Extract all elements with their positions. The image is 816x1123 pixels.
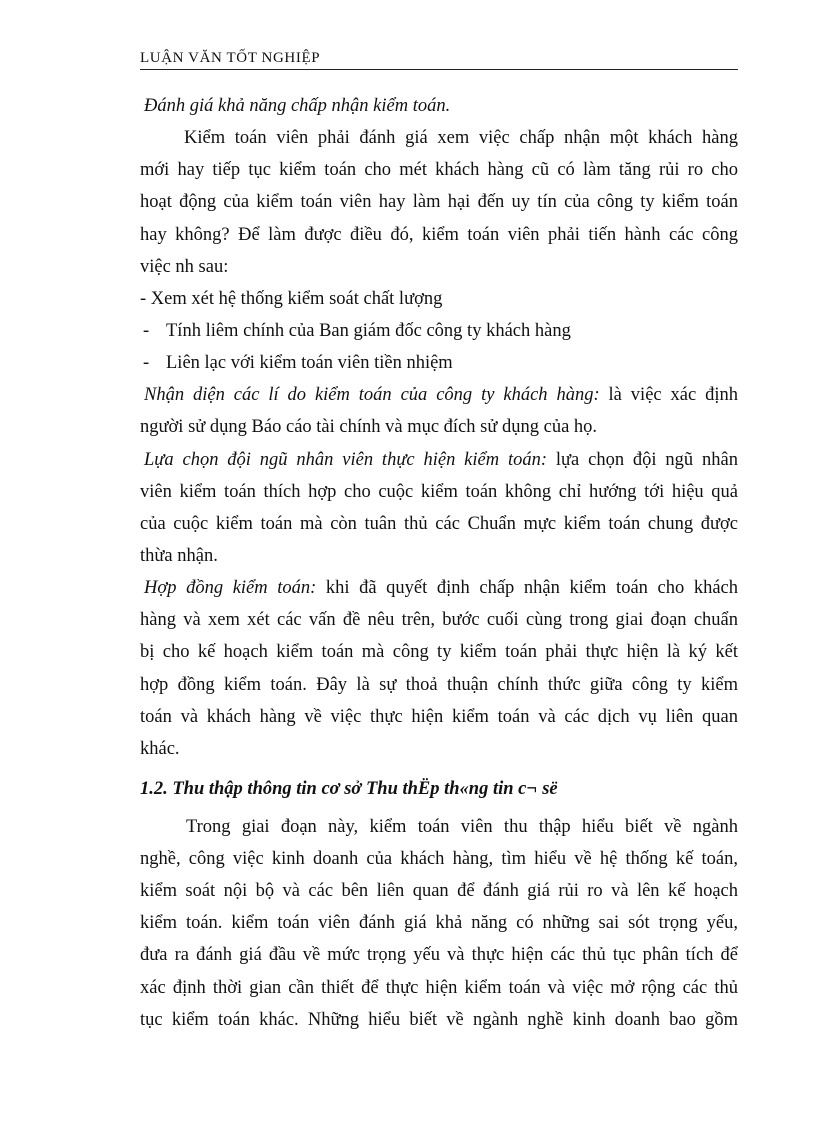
section-heading: 1.2. Thu thập thông tin cơ sở Thu thËp th«ng tin c¬ së [140, 779, 558, 799]
text-line [144, 449, 738, 471]
text-line: hoạt động của kiểm toán viên hay làm hại đến uy tín của công ty kiểm toán [140, 192, 738, 212]
text-line: tục kiểm toán khác. Những hiểu biết về ngành nghề kinh doanh bao gồm [140, 1010, 738, 1030]
text-line: khác. [140, 739, 180, 759]
text-line: hợp đồng kiểm toán. Đây là sự thoả thuận chính thức giữa công ty kiểm [140, 675, 738, 695]
text-line: hàng và xem xét các vấn đề nêu trên, bước cuối cùng trong giai đoạn chuẩn [140, 610, 738, 630]
text-line: Trong giai đoạn này, kiểm toán viên thu thập hiểu biết về ngành [186, 817, 738, 837]
text-line: của cuộc kiểm toán mà còn tuân thủ các Chuẩn mực kiểm toán chung được [140, 514, 738, 534]
text-line: hay không? Để làm được điều đó, kiểm toán viên phải tiến hành các công [140, 225, 738, 245]
term-text: lựa chọn đội ngũ nhân [547, 450, 738, 470]
list-item: Liên lạc với kiểm toán viên tiền nhiệm [166, 353, 453, 373]
list-item: Tính liêm chính của Ban giám đốc công ty khách hàng [166, 321, 571, 341]
text-line: nghề, công việc kinh doanh của khách hàng, tìm hiểu về hệ thống kế toán, [140, 849, 738, 869]
text-line: viên kiểm toán thích hợp cho cuộc kiểm toán không chỉ hướng tới hiệu quả [140, 482, 738, 502]
text-line: xác định thời gian cần thiết để thực hiện kiểm toán và việc mở rộng các thủ [140, 978, 738, 998]
text-line: Đánh giá khả năng chấp nhận kiểm toán. [144, 96, 451, 116]
text-line: việc nh sau: [140, 257, 229, 277]
term-label: Lựa chọn đội ngũ nhân viên thực hiện kiểm toán: [144, 450, 548, 470]
list-bullet: - [143, 321, 150, 341]
term-text: là việc xác định [599, 385, 739, 405]
text-line: thừa nhận. [140, 546, 218, 566]
text-line: đưa ra đánh giá đầu về mức trọng yếu và thực hiện các thủ tục phân tích để [140, 945, 738, 965]
list-bullet: - [143, 353, 150, 373]
term-label: Nhận diện các lí do kiểm toán của công ty khách hàng: [144, 385, 600, 405]
term-text: khi đã quyết định chấp nhận kiểm toán cho khách [316, 578, 738, 598]
text-line: người sử dụng Báo cáo tài chính và mục đích sử dụng của họ. [140, 417, 598, 437]
text-line: kiểm soát nội bộ và các bên liên quan để đánh giá rủi ro và lên kế hoạch [140, 881, 738, 901]
text-line: toán và khách hàng về việc thực hiện kiểm toán và các dịch vụ liên quan [140, 707, 738, 727]
list-item: - Xem xét hệ thống kiểm soát chất lượng [140, 289, 443, 309]
page-header: LUẬN VĂN TỐT NGHIỆP [140, 50, 738, 70]
term-label: Hợp đồng kiểm toán: [144, 578, 317, 598]
text-line: kiểm toán. kiểm toán viên đánh giá khả năng có những sai sót trọng yếu, [140, 913, 738, 933]
text-line: mới hay tiếp tục kiểm toán cho mét khách hàng cũ có làm tăng rủi ro cho [140, 160, 738, 180]
text-line: bị cho kế hoạch kiểm toán mà công ty kiểm toán phải thực hiện là ký kết [140, 642, 738, 662]
text-line [144, 577, 738, 599]
text-line [144, 384, 738, 406]
text-line: Kiểm toán viên phải đánh giá xem việc chấp nhận một khách hàng [184, 128, 738, 148]
